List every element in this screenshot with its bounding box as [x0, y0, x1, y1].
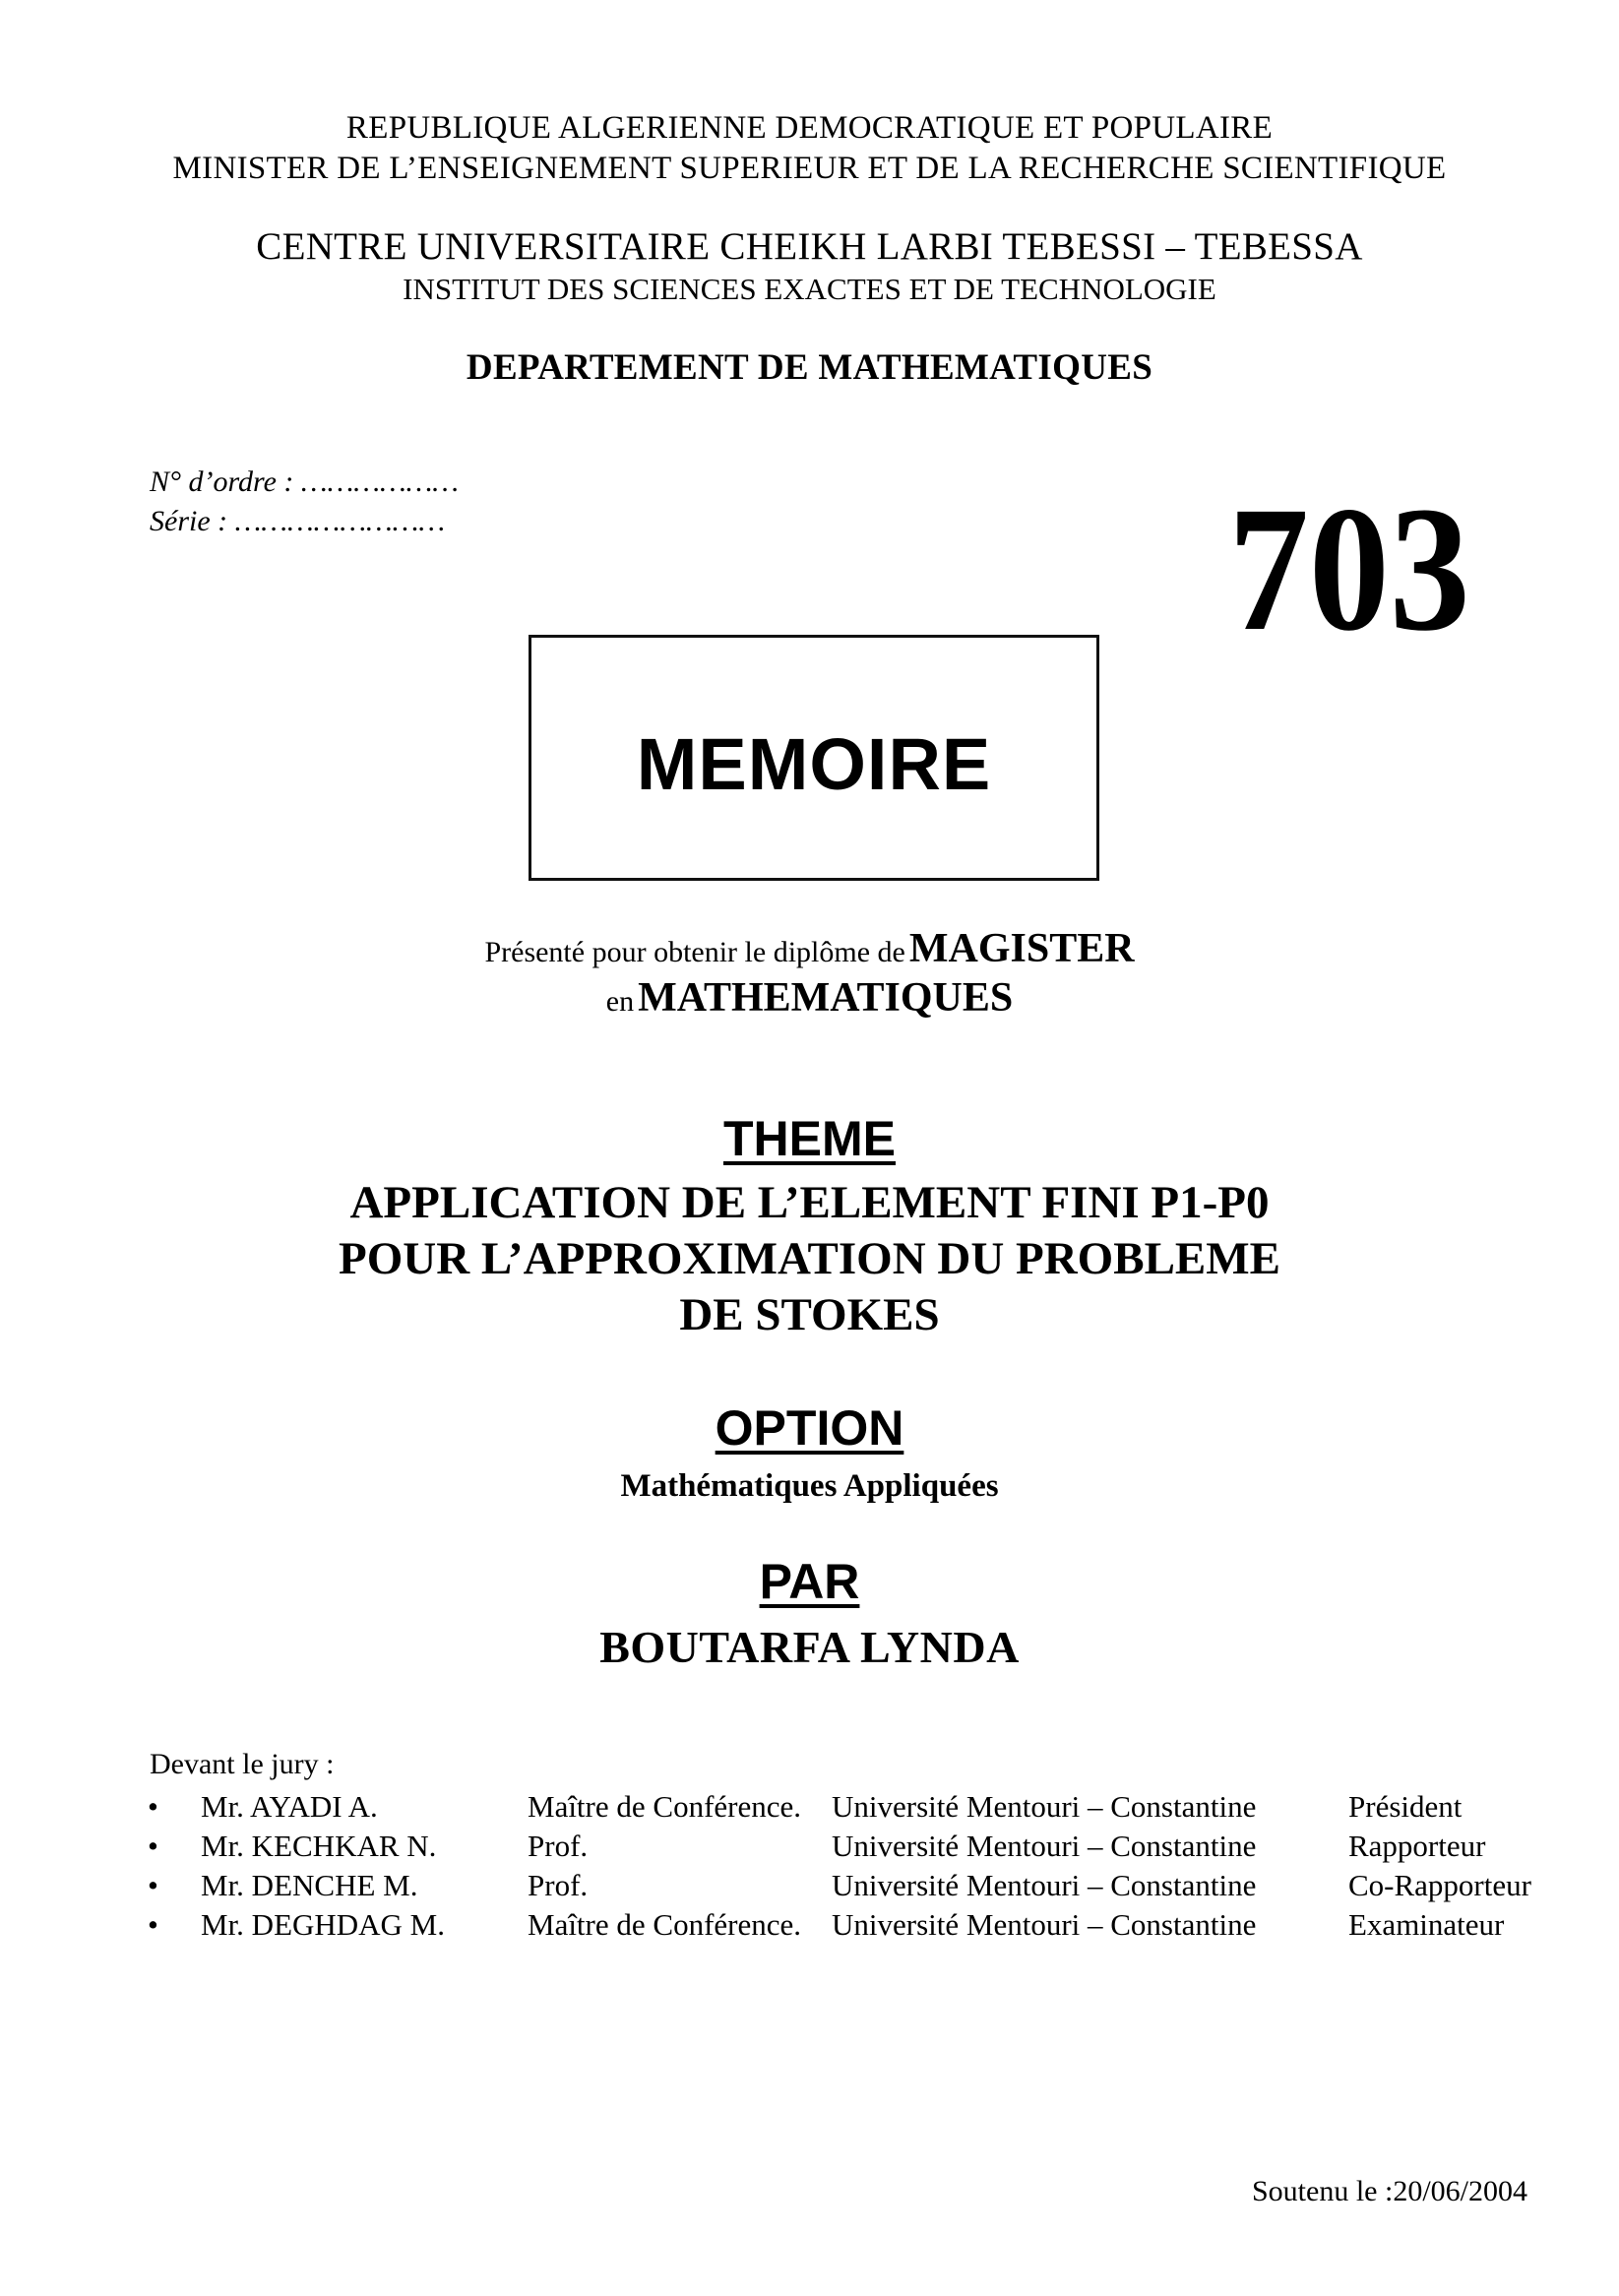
defense-date: Soutenu le :20/06/2004: [1252, 2175, 1527, 2207]
jury-label: Devant le jury :: [150, 1748, 335, 1780]
jury-member-rank: Maître de Conférence.: [528, 1789, 802, 1824]
theme-heading: THEME: [723, 1111, 896, 1166]
jury-member-role: Examinateur: [1348, 1907, 1505, 1942]
ministry-header: MINISTER DE L’ENSEIGNEMENT SUPERIEUR ET DE LA RECHERCHE SCIENTIFIQUE: [172, 151, 1447, 186]
field-name: MATHEMATIQUES: [638, 975, 1014, 1021]
department-header: DEPARTEMENT DE MATHEMATIQUES: [466, 347, 1153, 388]
author-heading: PAR: [759, 1554, 860, 1609]
option-value: Mathématiques Appliquées: [620, 1468, 999, 1504]
jury-member-role: Président: [1348, 1789, 1463, 1824]
jury-member-rank: Prof.: [528, 1829, 589, 1863]
theme-title-line: APPLICATION DE L’ELEMENT FINI P1-P0: [349, 1177, 1270, 1228]
jury-member-name: Mr. DEGHDAG M.: [201, 1907, 445, 1942]
bullet-icon: •: [148, 1829, 158, 1863]
option-heading: OPTION: [715, 1400, 904, 1456]
university-header: CENTRE UNIVERSITAIRE CHEIKH LARBI TEBESSI – TEBESSA: [256, 225, 1363, 268]
institute-header: INSTITUT DES SCIENCES EXACTES ET DE TECHNOLOGIE: [403, 272, 1216, 306]
jury-member-role: Rapporteur: [1348, 1829, 1486, 1863]
memoire-box: [529, 635, 1099, 881]
field-prefix: en: [605, 985, 635, 1018]
diploma-degree: MAGISTER: [908, 926, 1135, 971]
bullet-icon: •: [148, 1907, 158, 1942]
jury-member-university: Université Mentouri – Constantine: [832, 1907, 1257, 1942]
jury-member-rank: Prof.: [528, 1868, 589, 1902]
stamp-number: 703: [1228, 470, 1470, 668]
jury-member-university: Université Mentouri – Constantine: [832, 1829, 1257, 1863]
author-name: BOUTARFA LYNDA: [599, 1622, 1020, 1672]
bullet-icon: •: [148, 1868, 158, 1902]
jury-member-row: [0, 1907, 1619, 1947]
jury-member-name: Mr. KECHKAR N.: [201, 1829, 437, 1863]
jury-member-rank: Maître de Conférence.: [528, 1907, 802, 1942]
jury-member-name: Mr. AYADI A.: [201, 1789, 378, 1824]
document-type-title: MEMOIRE: [636, 723, 992, 805]
field-line: [0, 974, 1619, 1022]
jury-member-name: Mr. DENCHE M.: [201, 1868, 418, 1902]
jury-member-role: Co-Rapporteur: [1348, 1868, 1531, 1902]
bullet-icon: •: [148, 1789, 158, 1824]
theme-title-line: DE STOKES: [679, 1289, 940, 1340]
order-number-field: N° d’ordre : ………………: [150, 465, 459, 498]
republic-header: REPUBLIQUE ALGERIENNE DEMOCRATIQUE ET POPULAIRE: [345, 110, 1274, 146]
jury-member-row: [0, 1789, 1619, 1829]
jury-member-row: [0, 1829, 1619, 1868]
theme-title-line: POUR L’APPROXIMATION DU PROBLEME: [339, 1233, 1280, 1284]
jury-member-university: Université Mentouri – Constantine: [832, 1868, 1257, 1902]
jury-member-university: Université Mentouri – Constantine: [832, 1789, 1257, 1824]
diploma-prefix: Présenté pour obtenir le diplôme de: [484, 936, 905, 968]
jury-member-row: [0, 1868, 1619, 1907]
series-field: Série : ……………………: [150, 505, 446, 537]
diploma-line: [0, 925, 1619, 972]
